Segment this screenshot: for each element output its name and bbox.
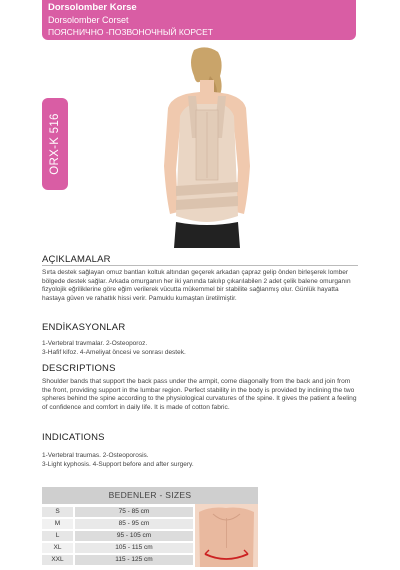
product-title-en: Dorsolomber Corset <box>48 15 129 25</box>
size-label: L <box>42 531 73 541</box>
product-code: ORX-K 516 <box>49 113 61 175</box>
product-photo <box>150 46 262 248</box>
section-title-endikasyonlar: ENDİKASYONLAR <box>42 322 126 333</box>
size-label: S <box>42 507 73 517</box>
sizes-table-header: BEDENLER - SIZES <box>42 487 258 504</box>
size-label: XL <box>42 543 73 553</box>
size-range: 105 - 115 cm <box>75 543 193 553</box>
section-text-descriptions: Shoulder bands that support the back pass under the armpit, come diagonally from the back and join from the front, providing support in the lumbar region. Perfect stability in the body is provided by inclining the two spheres behind the spine according to the physiological curvatures of the spine. It gives the patient a feeling of confidence and comfort in daily life. It is made of cotton fabric. <box>42 378 357 411</box>
waist-measurement-illustration <box>195 504 258 567</box>
size-range: 115 - 125 cm <box>75 555 193 565</box>
section-title-indications: INDICATIONS <box>42 432 105 443</box>
size-label: M <box>42 519 73 529</box>
section-text-aciklamalar: Sırta destek sağlayan omuz bantları koltuk altından geçerek arkadan çapraz gelip önden birleşerek lomber bölgede destek sağlar. Arkada omurganın her iki yanında takılıp çıkarılabilen 2 adet çelik balene omurganın fizyolojik eğriliklerine göre eğim verilerek vücutta mükemmel bir stabilite sağlanmış olur. Günlük hayatta hastaya güven ve rahatlık hissi verir. Pamuklu kumaştan üretilmiştir. <box>42 269 351 302</box>
section-line-indications-2: 3-Light kyphosis. 4-Support before and after surgery. <box>42 461 194 468</box>
size-label: XXL <box>42 555 73 565</box>
section-line-indications-1: 1-Vertebral traumas. 2-Osteoporosis. <box>42 452 149 459</box>
product-code-tab <box>42 98 68 190</box>
size-range: 75 - 85 cm <box>75 507 193 517</box>
product-title-banner <box>42 0 356 40</box>
sizes-table <box>42 487 258 567</box>
size-range: 85 - 95 cm <box>75 519 193 529</box>
section-line-endikasyonlar-1: 1-Vertebral travmalar. 2-Osteoporoz. <box>42 340 148 347</box>
section-title-descriptions: DESCRIPTIONS <box>42 363 116 374</box>
section-line-endikasyonlar-2: 3-Hafif kifoz. 4-Ameliyat öncesi ve sonrası destek. <box>42 349 186 356</box>
product-title-ru: ПОЯСНИЧНО -ПОЗВОНОЧНЫЙ КОРСЕТ <box>48 27 213 37</box>
size-range: 95 - 105 cm <box>75 531 193 541</box>
product-title-tr: Dorsolomber Korse <box>48 2 137 13</box>
section-title-aciklamalar: AÇIKLAMALAR <box>42 254 111 265</box>
section-divider <box>42 265 358 266</box>
